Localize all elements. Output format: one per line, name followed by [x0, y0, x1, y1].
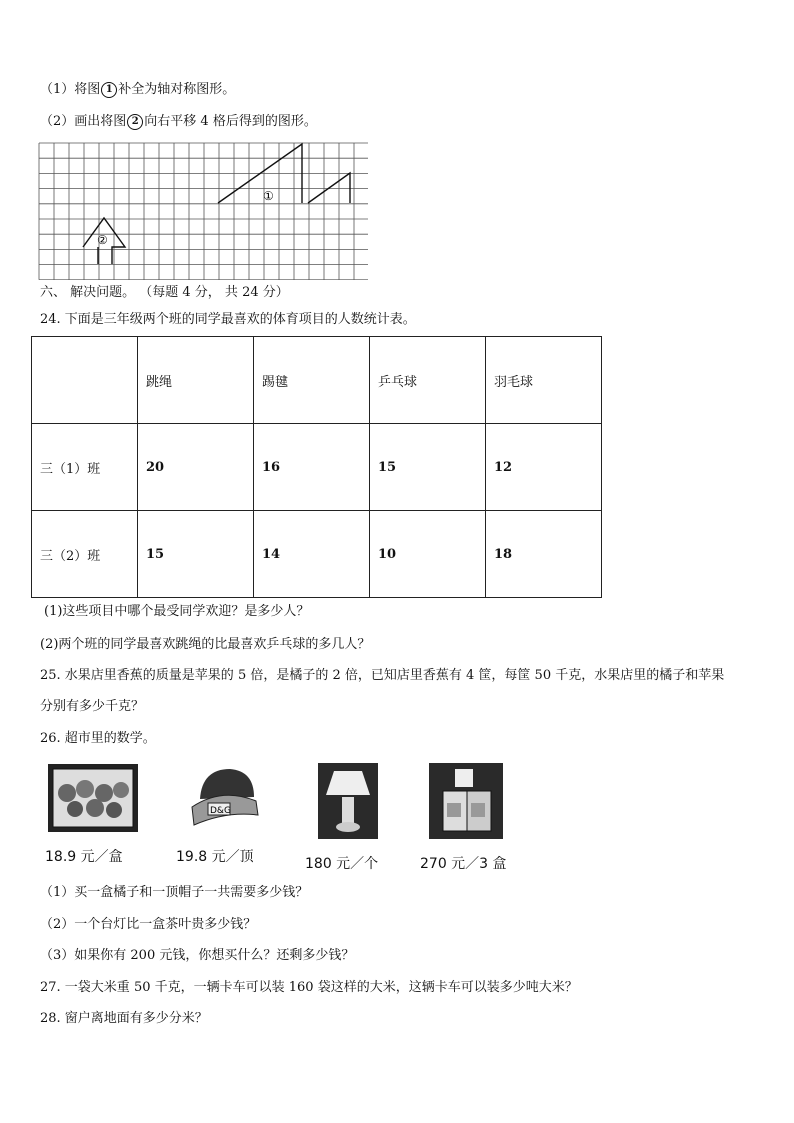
question-25-line1: 25. 水果店里香蕉的质量是苹果的 5 倍，是橘子的 2 倍，已知店里香蕉有 4 筐，每筐 50 千克，水果店里的橘子和苹果	[40, 668, 725, 683]
table-cell: 18	[486, 511, 602, 598]
circled-number: 2	[127, 114, 143, 130]
table-header-cell: 跳绳	[138, 337, 254, 424]
table-cell: 20	[138, 424, 254, 511]
question-26-sub2: （2）一个台灯比一盒茶叶贵多少钱？	[40, 917, 257, 932]
table-header-cell: 乒乓球	[370, 337, 486, 424]
figure-2-label: ②	[97, 233, 108, 247]
svg-text:D&G: D&G	[210, 806, 231, 816]
question-24-sub1: (1)这些项目中哪个最受同学欢迎？是多少人？	[44, 604, 310, 619]
table-row	[32, 511, 602, 598]
price-lamp: 180 元／个	[305, 856, 379, 872]
table-cell: 12	[486, 424, 602, 511]
section-heading: 六、 解决问题。 （每题 4 分， 共 24 分）	[40, 285, 289, 300]
question-27: 27. 一袋大米重 50 千克，一辆卡车可以装 160 袋这样的大米，这辆卡车可以装多少吨大米？	[40, 980, 578, 995]
price-cap: 19.8 元／顶	[176, 849, 254, 865]
sports-stats-table	[31, 336, 602, 598]
question-grid-part2: （2）画出将图 2 向右平移 4 格后得到的图形。	[40, 114, 317, 129]
table-header-cell	[32, 337, 138, 424]
price-orange-box: 18.9 元／盒	[45, 849, 123, 865]
table-cell: 16	[254, 424, 370, 511]
table-header-row	[32, 337, 602, 424]
table-header-cell: 羽毛球	[486, 337, 602, 424]
table-header-cell: 踢毽	[254, 337, 370, 424]
square-grid	[38, 142, 368, 284]
row-label: 三（1）班	[32, 424, 138, 511]
figure-1-small-shape	[308, 173, 350, 203]
table-row	[32, 424, 602, 511]
figure-1-label: ①	[263, 189, 274, 203]
orange-box-icon	[47, 763, 139, 837]
question-26-title: 26. 超市里的数学。	[40, 731, 156, 746]
question-26-sub1: （1）买一盒橘子和一顶帽子一共需要多少钱？	[40, 885, 309, 900]
row-label: 三（2）班	[32, 511, 138, 598]
cap-icon	[182, 763, 264, 837]
tea-box-icon	[429, 763, 503, 843]
table-cell: 15	[138, 511, 254, 598]
table-cell: 15	[370, 424, 486, 511]
circled-number: 1	[101, 82, 117, 98]
question-28: 28. 窗户离地面有多少分米？	[40, 1011, 208, 1026]
table-cell: 14	[254, 511, 370, 598]
lamp-icon	[318, 763, 378, 843]
question-25-line2: 分别有多少千克？	[40, 699, 145, 714]
question-24-title: 24. 下面是三年级两个班的同学最喜欢的体育项目的人数统计表。	[40, 312, 416, 327]
question-24-sub2: (2)两个班的同学最喜欢跳绳的比最喜欢乒乓球的多几人？	[40, 637, 371, 652]
table-cell: 10	[370, 511, 486, 598]
question-26-sub3: （3）如果你有 200 元钱，你想买什么？还剩多少钱？	[40, 948, 355, 963]
question-grid-part1: （1）将图 1 补全为轴对称图形。	[40, 82, 236, 97]
price-tea-box: 270 元／3 盒	[420, 856, 507, 872]
